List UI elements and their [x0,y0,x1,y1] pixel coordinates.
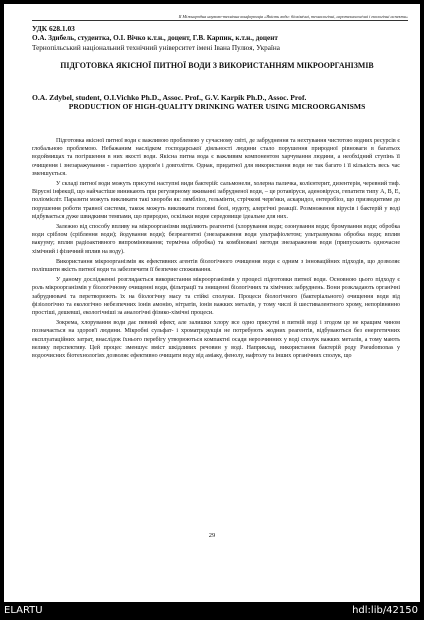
handle-identifier: hdl:lib/42150 [352,605,418,616]
page-number: 29 [208,532,216,539]
paragraph: У складі питної води можуть присутні наступні види бактерій: сальмонели, холерна паличка, колієнтерит, дизентерія, черевний тиф. Вірусні інфекції, що найчастіше виникають при регулярному вживанні забрудненої води, – це ротавіруси, аденовіруси, гепатити типу А, В, Е, поліомієліт. Паразити можуть викликати такі хвороби як: лямбліоз, гельмінти, стрічкові черв'яки, аскаридоз, ентеробіоз, що призводитиме до порушення роботи травної системи, також можуть викликати головні болі, нудоту, алергічні реакції. Розмноження вірусів і бактерій у воді відбувається дуже швидкими темпами, що природно, оскільки водне середовище ідеальне для них. [32,181,400,220]
udc-code: УДК 628.1.03 [32,24,75,33]
paragraph: Використання мікроорганізмів як ефективних агентів біологічного очищення води є одним з інноваційних підходів, що дозволяє поліпшити якість питної води та забезпечити її безпечне споживання. [32,258,400,274]
body-text [32,137,400,362]
document-page [4,4,420,602]
conference-header: ІІ Міжнародна науково-технічна конференція «Якість води: біохімічні, технологічні, агротехнологічні і екологічні аспекти» [32,14,408,21]
paragraph: Підготовка якісної питної води є важливою проблемою у сучасному світі, де забруднення та нехтування чистотою водних ресурсів є глобальною проблемою. Небажаним наслідком господарської діяльності людини стало порушення природної рівноваги в багатьох водоймищах та погіршення в них якості води. Якісна питна вода є важливим компонентом харчування людини, а необхідний ступінь її очищення і знезаражування - гарантією здоров'я і довголіття. Однак, придатної для використання води не так багато і її кількість весь час зменшується. [32,138,400,177]
title-english: PRODUCTION OF HIGH-QUALITY DRINKING WATER USING MICROORGANISMS [68,102,366,111]
authors-ukrainian: О.А. Здибель, студентка, О.І. Вічко к.т.н., доцент, Г.В. Карпик, к.т.н., доцент [32,34,278,42]
affiliation: Тернопільський національний технічний університет імені Івана Пулюя, Україна [32,44,280,52]
title-ukrainian: ПІДГОТОВКА ЯКІСНОЇ ПИТНОЇ ВОДИ З ВИКОРИСТАННЯМ МІКРООРГАНІЗМІВ [60,61,374,70]
paragraph: Залежно від способу впливу на мікроорганізми виділяють реагентні (хлорування води; озонування води; бромування води; обробка води сріблом (сріблення води); йодування води); безреагентні (знезараження води ультрафіолетом; ультразвукова обробка води; вплив вакууму; вплив радіоактивного випромінювання; термічна обробка) та комбіновані методи знезараження води (припускають одночасне хімічний і фізичний вплив на воду). [32,224,400,255]
repository-name: ELARTU [4,605,43,616]
paragraph: У даному дослідженні розглядається використання мікроорганізмів у процесі підготовки питної води. Основною цього підходу є роль мікроорганізмів у біологічному очищенні води, фільтрації та знищенні біологічних та хімічних забруднень. Вони розкладають органічні забруднювачі та перетворюють їх на біологічну масу та стійкі сполуки. Процеси біологічного (бактеріального) очищення води від фізіологічно та екологічно небезпечних іонів амонію, нітратів, іонів важких металів, у тому числі й шестивалентного хрому, непорівнянно простіші, дешевші, екологічніші за аналогічні фізико-хімічні процеси. [32,277,400,317]
paragraph: Зокрема, хлорування води дає певний ефект, але залишки хлору все одно присутні в питній воді і згодом це не кращим чином позначається на здоров'ї людини. Мікробні сульфат- і хроматредукція не потребують жодних реагентів, відбуваються без енергетичних експлуатаційних затрат, внаслідок їхнього перебігу утворюються компактні осади нерозчинних у воді сполук важких металів, а тому мають велику перспективу. Цей процес зменшує вміст шкідливих речовин у воді. Наприклад, використання бактерій роду Pseudomonas у водоочисних біотехнологіях дозволяє ефективно очищати воду від аміаку, фенолу, нафтолу та інших органічних сполук, що [32,320,400,360]
repository-footer [0,602,424,620]
authors-english: O.A. Zdybel, student, O.I.Vichko Ph.D., Assoc. Prof., G.V. Karpik Ph.D., Assoc. Prof. [32,93,307,102]
